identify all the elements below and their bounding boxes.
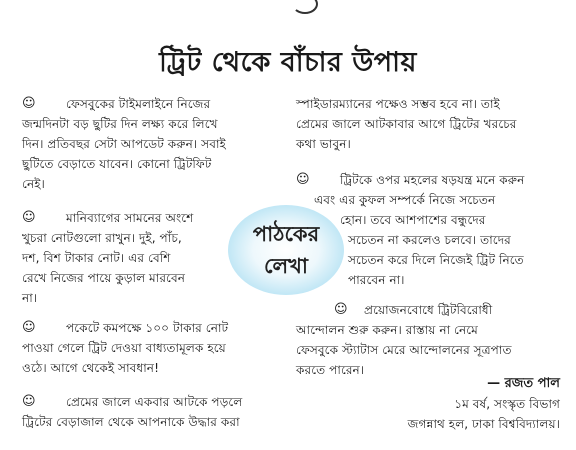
tip-6-line: ফেসবুকে স্ট্যাটাস মেরে আন্দোলনের সূত্রপাত <box>296 343 512 357</box>
tip-2-line: মানিব্যাগের সামনের অংশে <box>66 211 194 225</box>
tip-1-line: জন্মদিনটা বড় ছুটির দিন লক্ষ্য করে লিখে <box>22 117 218 131</box>
tip-5-line: এবং এর কুফল সম্পর্কে নিজে সচেতন <box>314 193 496 207</box>
tip-6 <box>296 300 512 380</box>
tip-2-line: রেখে নিজের পায়ে কুড়াল মারবেন <box>22 271 185 285</box>
badge-line-2: লেখা <box>263 254 309 278</box>
tip-5 <box>296 170 524 290</box>
author-name: — রজত পাল <box>487 376 560 391</box>
tip-2-line: খুচরা নোটগুলো রাখুন। দুই, পাঁচ, <box>22 231 182 245</box>
tip-2-line: দশ, বিশ টাকার নোট। এর বেশি <box>22 251 171 265</box>
tip-1-line: ছুটিতে বেড়াতে যাবেন। কোনো ট্রিটফিট <box>22 157 212 171</box>
smiley-icon: ☺ <box>334 302 348 317</box>
tip-1-line: ফেসবুকের টাইমলাইনে নিজের <box>66 97 211 111</box>
tip-1 <box>22 94 226 194</box>
tip-6-line: আন্দোলন শুরু করুন। রাস্তায় না নেমে <box>296 323 478 337</box>
tip-6-line: করতে পারেন। <box>296 363 365 377</box>
smiley-icon: ☺ <box>22 394 36 409</box>
tip-4-continued <box>296 94 517 154</box>
article-title: ট্রিট থেকে বাঁচার উপায় <box>159 47 417 78</box>
tip-3-line: পকেটে কমপক্ষে ১০০ টাকার নোট <box>66 321 229 335</box>
tip-1-line: নেই। <box>22 177 45 191</box>
author-department: ১ম বর্ষ, সংস্কৃত বিভাগ <box>454 397 560 411</box>
author-institution: জগন্নাথ হল, ঢাকা বিশ্ববিদ্যালয়। <box>407 417 560 431</box>
decorative-mark <box>292 0 318 14</box>
badge-line-1: পাঠকের <box>252 222 320 246</box>
tip-4-line: ট্রিটের বেড়াজাল থেকে আপনাকে উদ্ধার করা <box>22 415 240 429</box>
tip-4-line: প্রেমের জালে একবার আটকে পড়লে <box>66 395 243 409</box>
smiley-icon: ☺ <box>296 172 310 187</box>
smiley-icon: ☺ <box>22 96 36 111</box>
tip-4-line: প্রেমের জালে আটকাবার আগে ট্রিটের খরচের <box>296 117 517 131</box>
tip-1-line: দিন। প্রতিবছর সেটা আপডেট করুন। সবাই <box>22 137 226 151</box>
tip-3-line: ওঠে। আগে থেকেই সাবধান! <box>22 361 159 375</box>
smiley-icon: ☺ <box>22 320 36 335</box>
tip-5-line: ট্রিটকে ওপর মহলের ষড়যন্ত্র মনে করুন <box>340 173 525 187</box>
tip-4-line: কথা ভাবুন। <box>296 137 351 151</box>
tip-2-line: না। <box>22 291 38 305</box>
tip-5-line: পারবেন না। <box>348 273 405 287</box>
tip-4 <box>22 392 242 432</box>
tip-3 <box>22 318 228 378</box>
tip-2 <box>22 208 193 308</box>
tip-5-line: সচেতন না করলেও চলবে। তাদের <box>348 233 511 247</box>
tip-6-line: প্রয়োজনবোধে ট্রিটবিরোধী <box>364 303 493 317</box>
tip-5-line: হোন। তবে আশপাশের বন্ধুদের <box>340 213 486 227</box>
tip-5-line: সচেতন করে দিলে নিজেই ট্রিট নিতে <box>348 253 524 267</box>
tip-3-line: পাওয়া গেলে ট্রিট দেওয়া বাধ্যতামূলক হয়ে <box>22 341 226 355</box>
tip-4-line: স্পাইডারম্যানের পক্ষেও সম্ভব হবে না। তাই <box>296 97 500 111</box>
smiley-icon: ☺ <box>22 210 36 225</box>
